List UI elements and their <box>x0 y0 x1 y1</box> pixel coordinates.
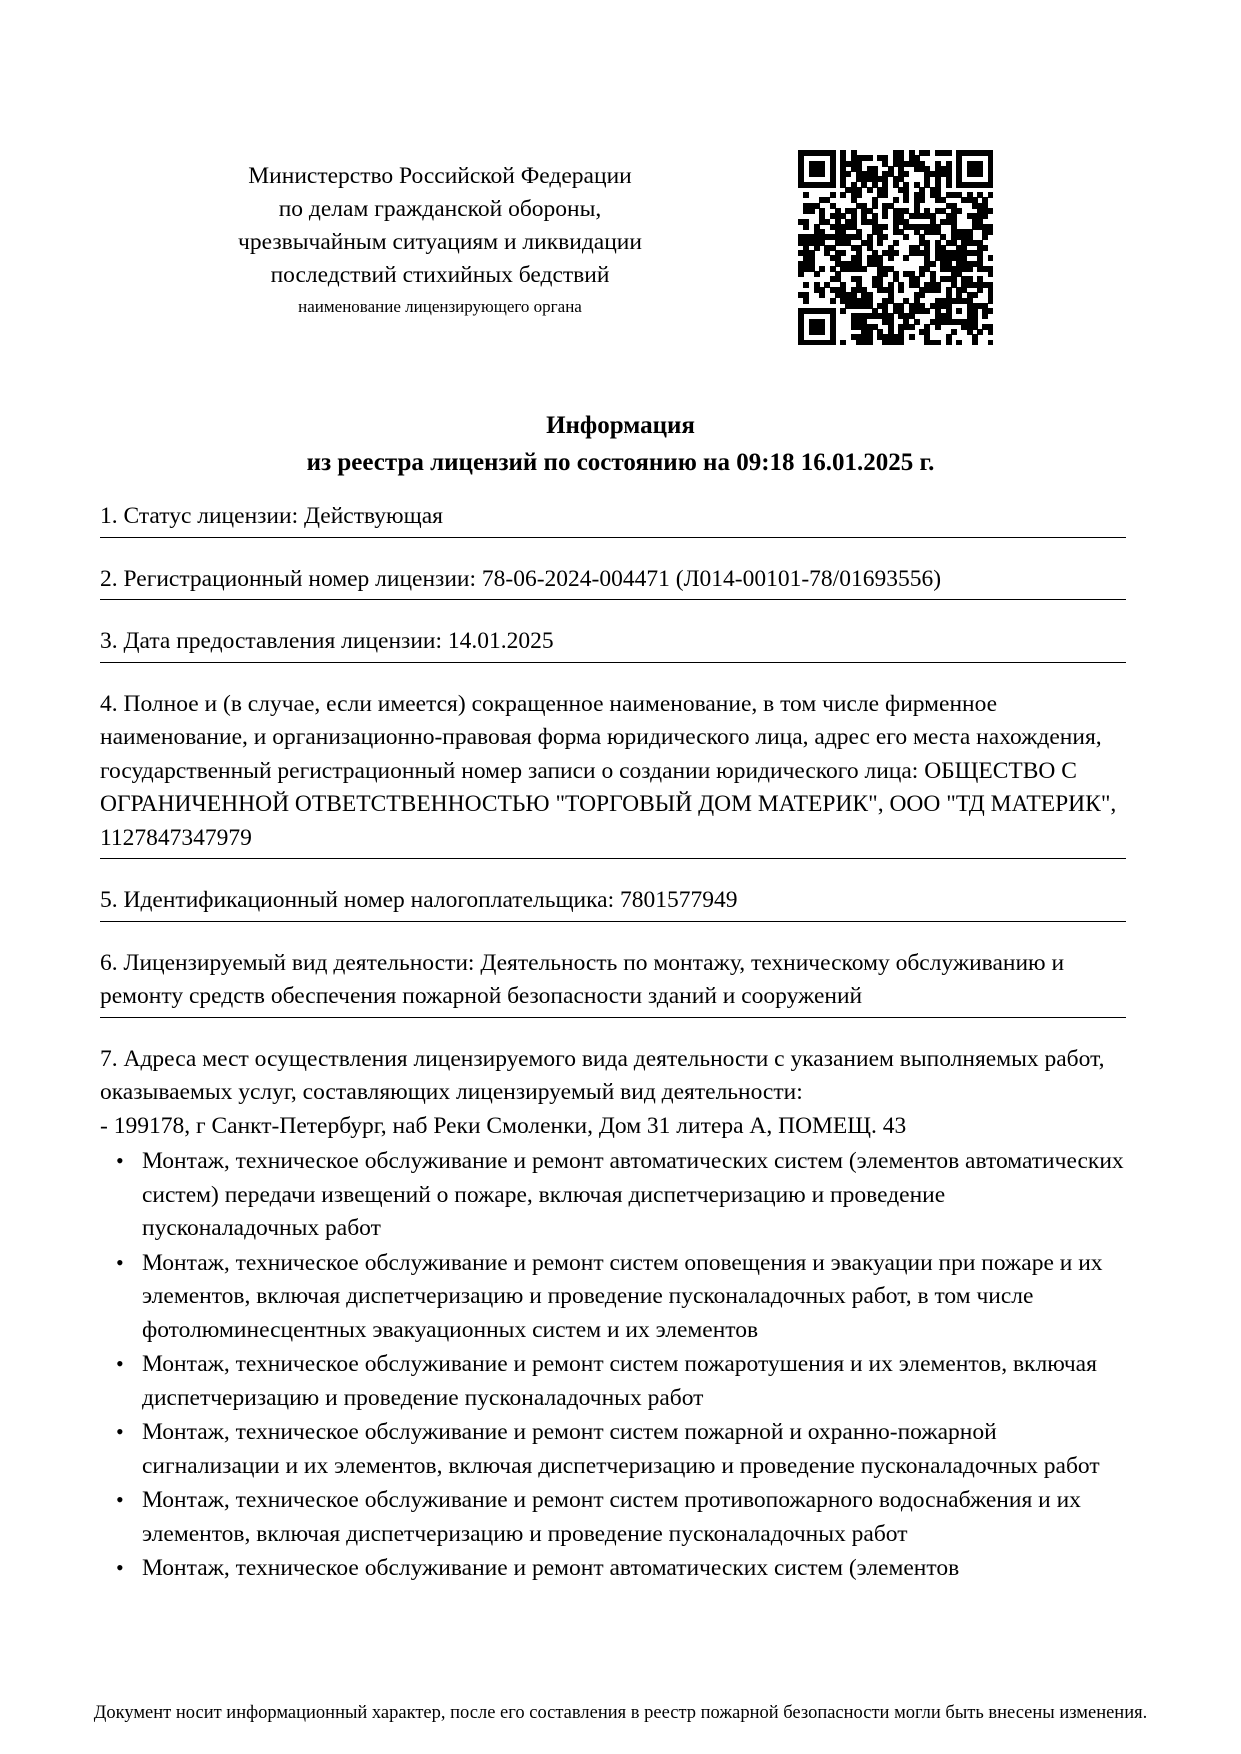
list-item: • Монтаж, техническое обслуживание и ремонт систем пожаротушения и их элементов, включая диспетчеризацию и проведение пусконаладочных работ <box>100 1348 1126 1415</box>
authority-line-1: Министерство Российской Федерации <box>248 163 632 189</box>
works-list <box>100 1145 1126 1586</box>
section-5-text: 5. Идентификационный номер налогоплательщика: 7801577949 <box>100 887 738 913</box>
footer-note: Документ носит информационный характер, после его составления в реестр пожарной безопасности могли быть внесены изменения. <box>93 1703 1148 1723</box>
document-footer <box>0 1700 1241 1726</box>
document-header <box>100 150 1140 345</box>
authority-line-2: по делам гражданской обороны, <box>278 196 602 222</box>
authority-line-4: последствий стихийных бедствий <box>270 262 610 288</box>
section-7-address: - 199178, г Санкт-Петербург, наб Реки Смоленки, Дом 31 литера А, ПОМЕЩ. 43 <box>100 1112 907 1139</box>
section-6-text: 6. Лицензируемый вид деятельности: Деятельность по монтажу, техническому обслуживанию и ремонту средств обеспечения пожарной безопасности зданий и сооружений <box>100 949 1065 1009</box>
list-item: • Монтаж, техническое обслуживание и ремонт автоматических систем (элементов автоматических систем) передачи извещений о пожаре, включая диспетчеризацию и проведение пусконаладочных работ <box>100 1145 1126 1246</box>
qr-code-image <box>798 150 993 345</box>
section-taxpayer-number <box>100 884 1126 922</box>
authority-caption: наименование лицензирующего органа <box>298 297 582 316</box>
list-item: • Монтаж, техническое обслуживание и ремонт систем пожарной и охранно-пожарной сигнализации и их элементов, включая диспетчеризацию и проведение пусконаладочных работ <box>100 1416 1126 1483</box>
authority-line-3: чрезвычайным ситуациям и ликвидации <box>238 229 642 255</box>
section-activity-type <box>100 947 1126 1018</box>
section-7-intro: 7. Адреса мест осуществления лицензируемого вида деятельности с указанием выполняемых работ, оказываемых услуг, составляющих лицензируемый вид деятельности: <box>100 1045 1105 1105</box>
section-3-text: 3. Дата предоставления лицензии: 14.01.2025 <box>100 628 554 654</box>
section-2-text: 2. Регистрационный номер лицензии: 78-06-2024-004471 (Л014-00101-78/01693556) <box>100 565 942 592</box>
list-item: • Монтаж, техническое обслуживание и ремонт систем противопожарного водоснабжения и их элементов, включая диспетчеризацию и проведение пусконаладочных работ <box>100 1484 1126 1551</box>
document-title <box>0 408 1241 482</box>
section-1-text: 1. Статус лицензии: Действующая <box>100 503 443 529</box>
section-registration-number <box>100 563 1126 601</box>
qr-code <box>798 150 993 345</box>
title-line-1: Информация <box>546 412 695 439</box>
section-4-text: 4. Полное и (в случае, если имеется) сокращенное наименование, в том числе фирменное наименование, и организационно-правовая форма юридического лица, адрес его места нахождения, государственный регистрационный номер записи о создании юридического лица: ОБЩЕСТВО С ОГРАНИЧЕННОЙ ОТВЕТСТВЕННОСТЬЮ "ТОРГОВЫЙ ДОМ МАТЕРИК", ООО "ТД МАТЕРИК", 1127847347979 <box>100 690 1117 851</box>
licensing-authority-block <box>100 150 780 320</box>
list-item: • Монтаж, техническое обслуживание и ремонт систем оповещения и эвакуации при пожаре и их элементов, включая диспетчеризацию и проведение пусконаладочных работ, в том числе фотолюминесцентных эвакуационных систем и их элементов <box>100 1247 1126 1348</box>
title-line-2: из реестра лицензий по состоянию на 09:18 16.01.2025 г. <box>306 449 935 476</box>
section-legal-entity <box>100 688 1126 860</box>
section-activity-addresses <box>100 1043 1126 1590</box>
document-body <box>100 500 1126 1590</box>
list-item: • Монтаж, техническое обслуживание и ремонт автоматических систем (элементов <box>100 1552 1126 1586</box>
section-license-status <box>100 500 1126 538</box>
section-issue-date <box>100 625 1126 663</box>
